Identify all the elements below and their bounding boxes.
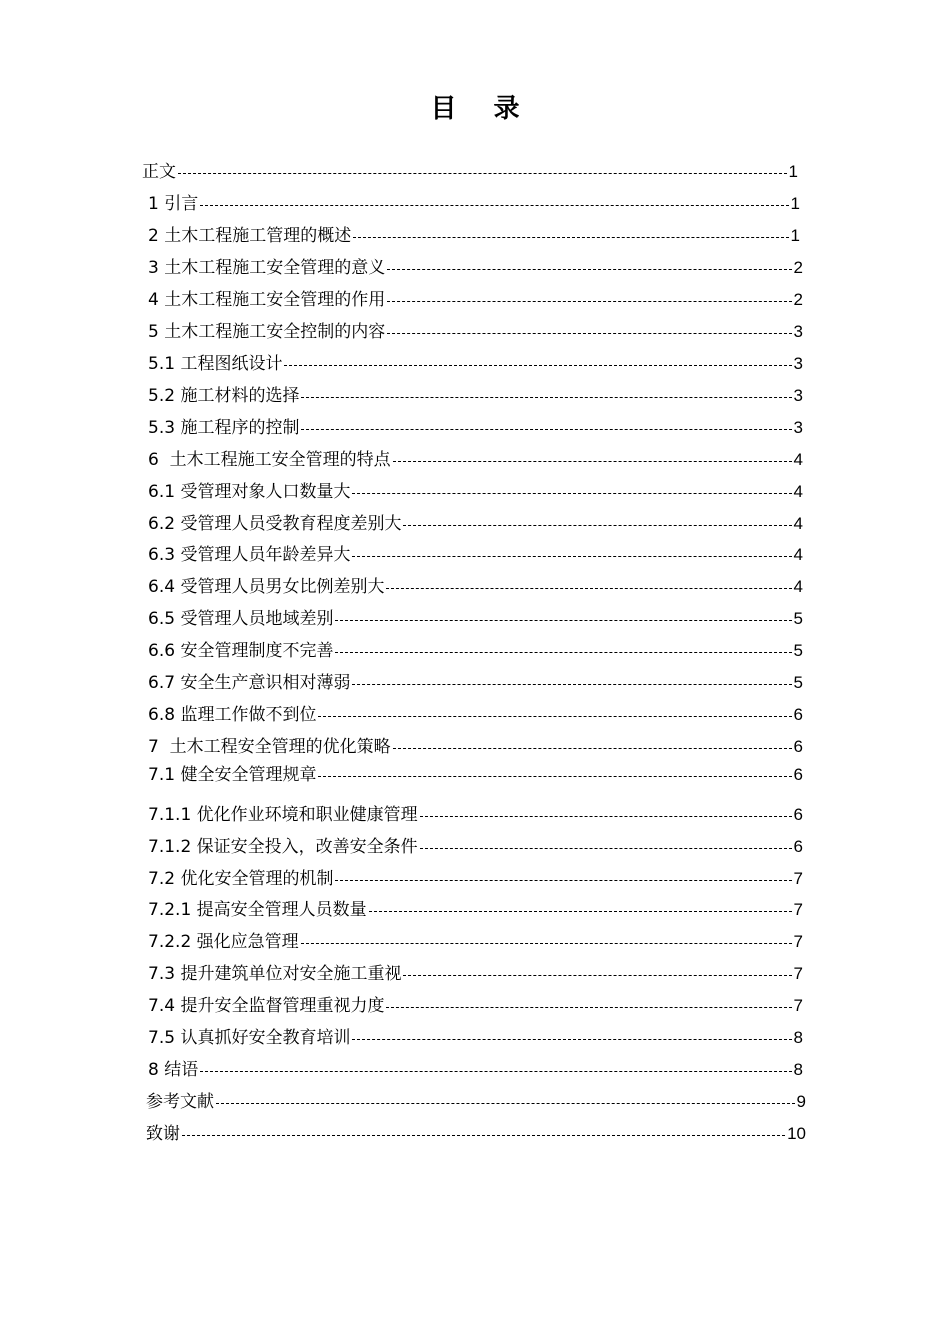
toc-entry[interactable] xyxy=(146,1122,806,1146)
toc-entry[interactable] xyxy=(148,543,803,567)
toc-entry[interactable] xyxy=(148,575,803,599)
toc-entry[interactable] xyxy=(146,1090,806,1114)
toc-entry-label: 7.4 提升安全监督管理重视力度 xyxy=(148,996,385,1016)
toc-entry-label: 6.1 受管理对象人口数量大 xyxy=(148,482,351,502)
toc-entry-label: 8 结语 xyxy=(148,1060,199,1080)
toc-entry-page-number: 6 xyxy=(793,737,803,756)
toc-entry[interactable] xyxy=(148,671,803,695)
toc-leader-line xyxy=(387,333,791,334)
toc-entry-page-number: 5 xyxy=(793,641,803,660)
page-title: 目 录 xyxy=(430,94,534,124)
toc-entry-page-number: 7 xyxy=(793,900,803,919)
toc-entry[interactable] xyxy=(148,512,803,536)
toc-leader-line xyxy=(387,301,791,302)
toc-entry[interactable] xyxy=(142,160,798,184)
toc-entry-label: 4 土木工程施工安全管理的作用 xyxy=(148,290,386,310)
toc-entry-page-number: 3 xyxy=(793,386,803,405)
toc-entry-page-number: 5 xyxy=(793,673,803,692)
toc-entry-label: 致谢 xyxy=(146,1124,180,1144)
toc-leader-line xyxy=(178,173,787,174)
toc-entry[interactable] xyxy=(148,256,803,280)
toc-entry-page-number: 7 xyxy=(793,964,803,983)
toc-entry[interactable] xyxy=(148,898,803,922)
toc-entry-label: 7.5 认真抓好安全教育培训 xyxy=(148,1028,351,1048)
toc-entry-page-number: 2 xyxy=(793,258,803,277)
toc-entry[interactable] xyxy=(148,288,803,312)
toc-leader-line xyxy=(393,461,792,462)
toc-leader-line xyxy=(335,620,791,621)
toc-entry[interactable] xyxy=(148,930,803,954)
toc-entry-label: 7.2 优化安全管理的机制 xyxy=(148,869,334,889)
toc-entry-page-number: 1 xyxy=(788,162,798,181)
toc-entry-label: 6.4 受管理人员男女比例差别大 xyxy=(148,577,385,597)
toc-entry-page-number: 9 xyxy=(796,1092,806,1111)
toc-entry-page-number: 3 xyxy=(793,354,803,373)
toc-leader-line xyxy=(386,1007,791,1008)
toc-leader-line xyxy=(182,1135,785,1136)
toc-entry-page-number: 4 xyxy=(793,450,803,469)
toc-entry-label: 5.1 工程图纸设计 xyxy=(148,354,283,374)
toc-entry-page-number: 5 xyxy=(793,609,803,628)
toc-leader-line xyxy=(352,684,791,685)
toc-entry-label: 6.7 安全生产意识相对薄弱 xyxy=(148,673,351,693)
toc-entry-label: 7.3 提升建筑单位对安全施工重视 xyxy=(148,964,402,984)
toc-entry[interactable] xyxy=(148,320,803,344)
toc-leader-line xyxy=(386,588,791,589)
toc-leader-line xyxy=(352,493,791,494)
toc-entry[interactable] xyxy=(148,192,800,216)
toc-entry-label: 6.5 受管理人员地域差别 xyxy=(148,609,334,629)
toc-entry-label: 7.1.1 优化作业环境和职业健康管理 xyxy=(148,805,418,825)
toc-entry[interactable] xyxy=(148,994,803,1018)
toc-entry-page-number: 1 xyxy=(790,194,800,213)
toc-entry-page-number: 7 xyxy=(793,932,803,951)
toc-entry-label: 7.1.2 保证安全投入，改善安全条件 xyxy=(148,837,418,857)
toc-entry-page-number: 10 xyxy=(787,1124,806,1143)
toc-leader-line xyxy=(335,652,791,653)
toc-entry[interactable] xyxy=(148,224,800,248)
toc-entry-label: 6.8 监理工作做不到位 xyxy=(148,705,317,725)
toc-entry[interactable] xyxy=(148,352,803,376)
toc-leader-line xyxy=(369,911,792,912)
toc-entry-page-number: 6 xyxy=(793,765,803,784)
toc-entry-label: 7.1 健全安全管理规章 xyxy=(148,765,317,785)
toc-entry-page-number: 8 xyxy=(793,1028,803,1047)
toc-entry-page-number: 3 xyxy=(793,418,803,437)
toc-leader-line xyxy=(387,269,791,270)
toc-leader-line xyxy=(420,848,792,849)
toc-leader-line xyxy=(403,975,791,976)
toc-leader-line xyxy=(403,525,791,526)
toc-entry-page-number: 2 xyxy=(793,290,803,309)
toc-entry-label: 5.2 施工材料的选择 xyxy=(148,386,300,406)
toc-leader-line xyxy=(301,397,791,398)
toc-entry-page-number: 8 xyxy=(793,1060,803,1079)
toc-leader-line xyxy=(318,776,791,777)
toc-entry[interactable] xyxy=(148,448,803,472)
toc-leader-line xyxy=(352,556,791,557)
toc-entry[interactable] xyxy=(148,763,803,787)
toc-entry[interactable] xyxy=(148,416,803,440)
toc-entry-label: 2 土木工程施工管理的概述 xyxy=(148,226,352,246)
toc-entry[interactable] xyxy=(148,735,803,759)
toc-leader-line xyxy=(200,205,788,206)
toc-entry-label: 1 引言 xyxy=(148,194,199,214)
toc-entry[interactable] xyxy=(148,803,803,827)
toc-entry[interactable] xyxy=(148,1026,803,1050)
toc-entry[interactable] xyxy=(148,703,803,727)
toc-entry-page-number: 6 xyxy=(793,805,803,824)
toc-entry[interactable] xyxy=(148,607,803,631)
toc-leader-line xyxy=(393,748,792,749)
toc-entry-label: 7 土木工程安全管理的优化策略 xyxy=(148,737,391,757)
toc-entry-page-number: 4 xyxy=(793,482,803,501)
toc-leader-line xyxy=(352,1039,791,1040)
toc-entry-label: 3 土木工程施工安全管理的意义 xyxy=(148,258,386,278)
toc-leader-line xyxy=(301,943,792,944)
toc-leader-line xyxy=(420,816,792,817)
toc-entry-page-number: 4 xyxy=(793,545,803,564)
toc-entry[interactable] xyxy=(148,1058,803,1082)
toc-entry[interactable] xyxy=(148,480,803,504)
toc-leader-line xyxy=(284,365,791,366)
toc-leader-line xyxy=(301,429,791,430)
toc-entry-page-number: 4 xyxy=(793,514,803,533)
toc-entry-label: 参考文献 xyxy=(146,1092,214,1112)
toc-entry[interactable] xyxy=(148,639,803,663)
toc-entry[interactable] xyxy=(148,962,803,986)
toc-entry[interactable] xyxy=(148,867,803,891)
toc-entry-label: 5.3 施工程序的控制 xyxy=(148,418,300,438)
toc-entry-page-number: 1 xyxy=(790,226,800,245)
toc-leader-line xyxy=(216,1103,795,1104)
toc-entry-label: 6.6 安全管理制度不完善 xyxy=(148,641,334,661)
toc-entry-page-number: 4 xyxy=(793,577,803,596)
toc-entry-page-number: 6 xyxy=(793,705,803,724)
toc-entry-label: 6 土木工程施工安全管理的特点 xyxy=(148,450,391,470)
toc-leader-line xyxy=(200,1071,791,1072)
toc-entry-page-number: 7 xyxy=(793,996,803,1015)
toc-entry[interactable] xyxy=(148,384,803,408)
toc-leader-line xyxy=(353,237,788,238)
toc-entry-label: 7.2.2 强化应急管理 xyxy=(148,932,299,952)
toc-entry-label: 5 土木工程施工安全控制的内容 xyxy=(148,322,386,342)
toc-entry-page-number: 3 xyxy=(793,322,803,341)
toc-entry-page-number: 6 xyxy=(793,837,803,856)
toc-leader-line xyxy=(335,880,791,881)
toc-entry-page-number: 7 xyxy=(793,869,803,888)
toc-entry-label: 正文 xyxy=(142,162,176,182)
toc-leader-line xyxy=(318,716,791,717)
toc-entry-label: 6.3 受管理人员年龄差异大 xyxy=(148,545,351,565)
toc-entry[interactable] xyxy=(148,835,803,859)
toc-entry-label: 6.2 受管理人员受教育程度差别大 xyxy=(148,514,402,534)
toc-entry-label: 7.2.1 提高安全管理人员数量 xyxy=(148,900,367,920)
